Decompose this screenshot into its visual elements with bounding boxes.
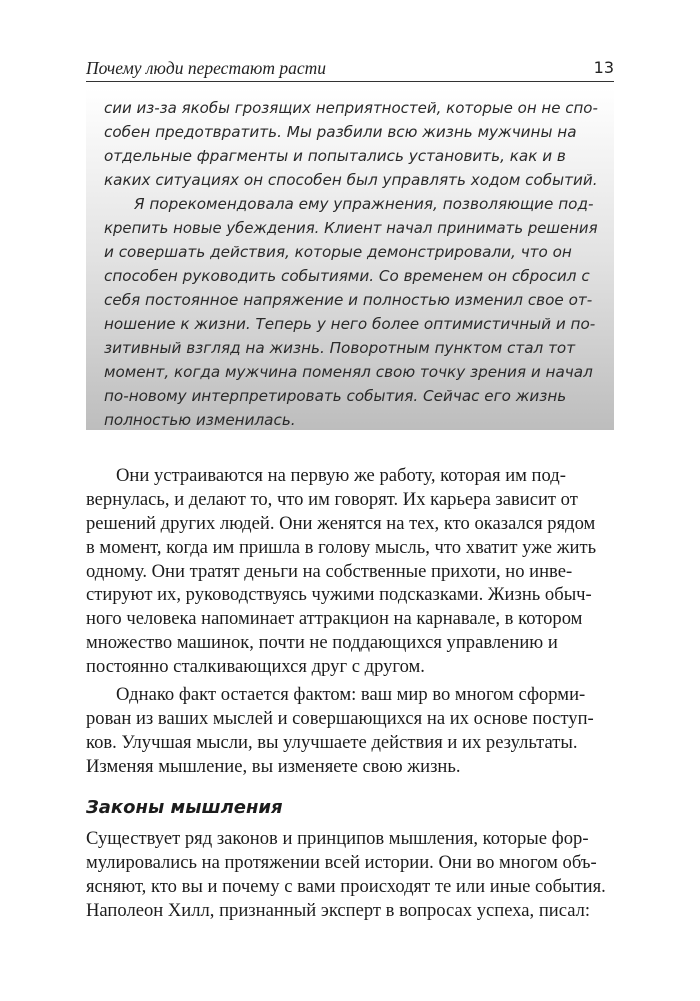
paragraph-line: ков. Улучшая мысли, вы улучшаете действия и их результаты.: [86, 731, 578, 753]
page-header: [86, 50, 614, 80]
paragraph-line: Изменяя мышление, вы изменяете свою жизнь.: [86, 755, 461, 777]
case-study-sidebar: [86, 89, 614, 430]
sidebar-line: каких ситуациях он способен был управлять ходом событий.: [104, 171, 598, 189]
paragraph-line: решений других людей. Они женятся на тех, кто оказался рядом: [86, 512, 596, 534]
paragraph-line: мулировались на протяжении всей истории. Они во многом объ-: [86, 851, 597, 873]
sidebar-line: по-новому интерпретировать события. Сейчас его жизнь: [104, 387, 567, 405]
sidebar-line: отдельные фрагменты и попытались установить, как и в: [104, 147, 566, 165]
sidebar-line: полностью изменилась.: [104, 411, 296, 429]
paragraph-line: Наполеон Хилл, признанный эксперт в вопросах успеха, писал:: [86, 899, 591, 921]
paragraph-3: [86, 827, 614, 923]
paragraph-line: постоянно сталкивающихся друг с другом.: [86, 656, 425, 678]
paragraph-line: рован из ваших мыслей и совершающихся на их основе поступ-: [86, 707, 594, 729]
paragraph-line: Они устраиваются на первую же работу, которая им под-: [116, 465, 566, 486]
paragraph-line: ного человека напоминает аттракцион на карнавале, в котором: [86, 608, 583, 630]
paragraph-1: [86, 464, 614, 679]
paragraph-line: множество машинок, почти не поддающихся управлению и: [86, 632, 558, 654]
section-heading: Законы мышления: [86, 797, 283, 818]
sidebar-line: ношение к жизни. Теперь у него более оптимистичный и по-: [104, 315, 596, 333]
sidebar-text: [104, 96, 598, 432]
sidebar-line: и совершать действия, которые демонстрировали, что он: [104, 243, 572, 261]
page-number: 13: [593, 58, 614, 77]
sidebar-line: зитивный взгляд на жизнь. Поворотным пунктом стал тот: [104, 339, 576, 357]
sidebar-line: собен предотвратить. Мы разбили всю жизнь мужчины на: [104, 123, 577, 141]
sidebar-line: крепить новые убеждения. Клиент начал принимать решения: [104, 219, 598, 237]
sidebar-line: момент, когда мужчина поменял свою точку зрения и начал: [104, 363, 593, 381]
running-title: Почему люди перестают расти: [86, 58, 327, 78]
paragraph-line: Однако факт остается фактом: ваш мир во многом сформи-: [116, 684, 586, 705]
sidebar-line: способен руководить событиями. Со временем он сбросил с: [104, 267, 590, 285]
paragraph-line: ясняют, кто вы и почему с вами происходят те или иные события.: [86, 875, 606, 897]
sidebar-line: Я порекомендовала ему упражнения, позволяющие под-: [134, 195, 594, 213]
paragraph-2: [86, 683, 614, 779]
paragraph-line: Существует ряд законов и принципов мышления, которые фор-: [86, 828, 589, 849]
paragraph-line: вернулась, и делают то, что им говорят. Их карьера зависит от: [86, 488, 578, 510]
paragraph-line: одному. Они тратят деньги на собственные прихоти, но инве-: [86, 560, 573, 582]
sidebar-line: сии из-за якобы грозящих неприятностей, которые он не спо-: [104, 99, 598, 117]
header-rule: [86, 81, 614, 82]
sidebar-line: себя постоянное напряжение и полностью изменил свое от-: [104, 291, 593, 309]
paragraph-line: в момент, когда им пришла в голову мысль, что хватит уже жить: [86, 536, 597, 558]
paragraph-line: стируют их, руководствуясь чужими подсказками. Жизнь обыч-: [86, 584, 592, 606]
